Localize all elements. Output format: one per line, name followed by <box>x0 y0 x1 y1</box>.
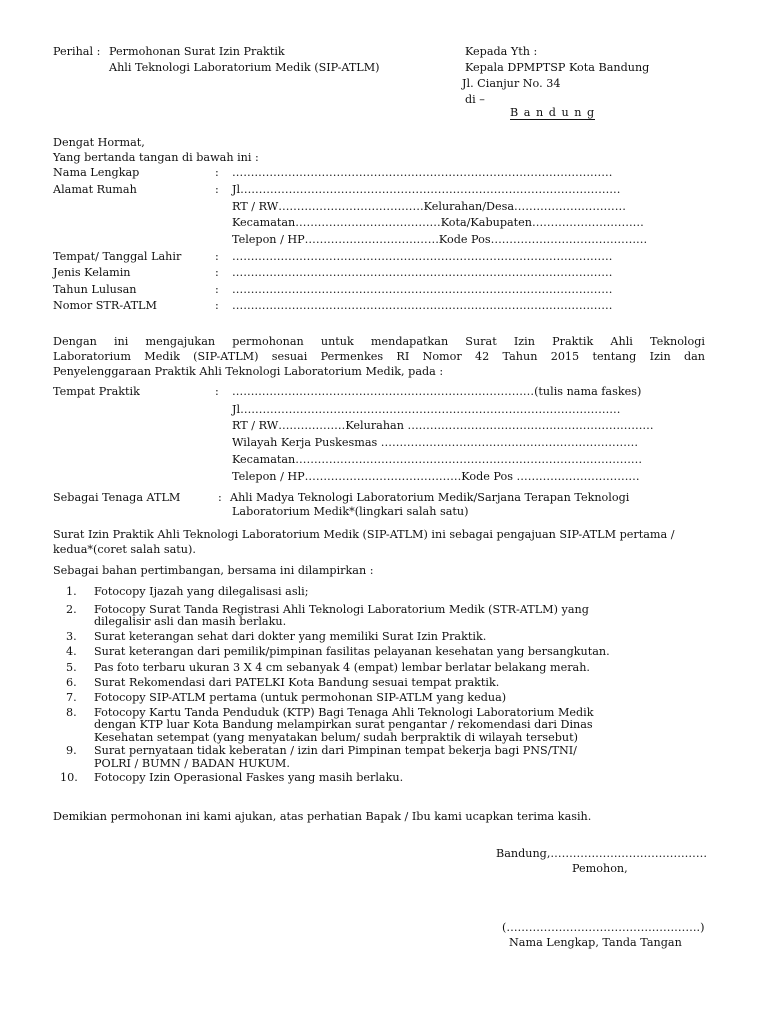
list-item-continuation: dengan KTP luar Kota Bandung melampirkan surat pengantar / rekomendasi dari Dinas <box>94 718 593 731</box>
lulus-colon: : <box>215 283 219 296</box>
place-date-field[interactable]: Bandung,…………………………………… <box>496 847 708 860</box>
closing-text: Demikian permohonan ini kami ajukan, atas perhatian Bapak / Ibu kami ucapkan terima kasih. <box>53 810 592 823</box>
list-item-number: 8. <box>66 706 77 719</box>
list-item: Surat Rekomendasi dari PATELKI Kota Bandung sesuai tempat praktik. <box>94 676 500 689</box>
request-line-3: Penyelenggaraan Praktik Ahli Teknologi Laboratorium Medik, pada : <box>53 365 444 378</box>
recipient-name: Kepala DPMPTSP Kota Bandung <box>465 61 650 74</box>
practice-line-4[interactable]: Wilayah Kerja Puskesmas …………………………………………………………… <box>232 436 639 449</box>
alamat-colon: : <box>215 183 219 196</box>
list-item-number: 7. <box>66 691 77 704</box>
jk-colon: : <box>215 266 219 279</box>
sip-statement-line-1: Surat Izin Praktik Ahli Teknologi Laboratorium Medik (SIP-ATLM) ini sebagai pengajuan SIP-ATLM pertama / <box>53 528 675 541</box>
di-label: di – <box>465 93 485 106</box>
role-line-1[interactable]: Ahli Madya Teknologi Laboratorium Medik/Sarjana Terapan Teknologi <box>230 491 630 504</box>
request-line-2: Laboratorium Medik (SIP-ATLM) sesuai Permenkes RI Nomor 42 Tahun 2015 tentang Izin dan <box>53 350 705 363</box>
signature-line[interactable]: (…………………………………………….) <box>502 921 705 934</box>
list-item-number: 2. <box>66 603 77 616</box>
role-colon: : <box>218 491 222 504</box>
greeting: Dengat Hormat, <box>53 136 145 149</box>
lulus-label: Tahun Lulusan <box>53 283 137 296</box>
ttl-field[interactable]: ………………………………………………………………………………………… <box>232 250 613 263</box>
alamat-line-4[interactable]: Telepon / HP………………………………Kode Pos…………………………………… <box>232 233 648 246</box>
list-item-continuation: Kesehatan setempat (yang menyatakan belum/ sudah berpraktik di wilayah tersebut) <box>94 731 578 744</box>
request-line-1: Dengan ini mengajukan permohonan untuk mendapatkan Surat Izin Praktik Ahli Teknologi <box>53 335 705 348</box>
practice-line-5[interactable]: Kecamatan………………………………………………………………………………… <box>232 453 643 466</box>
list-item: Surat keterangan sehat dari dokter yang memiliki Surat Izin Praktik. <box>94 630 487 643</box>
list-item-number: 5. <box>66 661 77 674</box>
list-item: Surat pernyataan tidak keberatan / izin dari Pimpinan tempat bekerja bagi PNS/TNI/ <box>94 744 577 757</box>
jk-label: Jenis Kelamin <box>53 266 131 279</box>
list-item: Fotocopy Izin Operasional Faskes yang masih berlaku. <box>94 771 404 784</box>
nama-label: Nama Lengkap <box>53 166 140 179</box>
list-item-number: 9. <box>66 744 77 757</box>
recipient-address: Jl. Cianjur No. 34 <box>462 77 561 90</box>
alamat-line-3[interactable]: Kecamatan…………………………………Kota/Kabupaten………………………… <box>232 216 644 229</box>
alamat-line-2[interactable]: RT / RW…………………………………Kelurahan/Desa………………………… <box>232 200 626 213</box>
list-item-number: 3. <box>66 630 77 643</box>
pemohon-label: Pemohon, <box>572 862 628 875</box>
list-item-continuation: POLRI / BUMN / BADAN HUKUM. <box>94 757 290 770</box>
list-item-number: 1. <box>66 585 77 598</box>
alamat-line-1[interactable]: Jl………………………………………………………………………………………… <box>232 183 621 196</box>
ttl-label: Tempat/ Tanggal Lahir <box>53 250 182 263</box>
list-item-number: 6. <box>66 676 77 689</box>
signature-caption: Nama Lengkap, Tanda Tangan <box>509 936 682 949</box>
attachments-intro: Sebagai bahan pertimbangan, bersama ini dilampirkan : <box>53 564 374 577</box>
list-item-continuation: dilegalisir asli dan masih berlaku. <box>94 615 287 628</box>
jk-field[interactable]: ………………………………………………………………………………………… <box>232 266 613 279</box>
list-item: Fotocopy Ijazah yang dilegalisasi asli; <box>94 585 309 598</box>
list-item-number: 4. <box>66 645 77 658</box>
practice-line-6[interactable]: Telepon / HP……………………………………Kode Pos …………………………… <box>232 470 640 483</box>
ttl-colon: : <box>215 250 219 263</box>
kepada-label: Kepada Yth : <box>465 45 538 58</box>
alamat-label: Alamat Rumah <box>53 183 137 196</box>
perihal-line-1: Permohonan Surat Izin Praktik <box>109 45 285 58</box>
role-label: Sebagai Tenaga ATLM <box>53 491 181 504</box>
lulus-field[interactable]: ………………………………………………………………………………………… <box>232 283 613 296</box>
list-item: Fotocopy Kartu Tanda Penduduk (KTP) Bagi Tenaga Ahli Teknologi Laboratorium Medik <box>94 706 594 719</box>
str-colon: : <box>215 299 219 312</box>
list-item: Pas foto terbaru ukuran 3 X 4 cm sebanyak 4 (empat) lembar berlatar belakang merah. <box>94 661 590 674</box>
practice-line-2[interactable]: Jl………………………………………………………………………………………… <box>232 403 621 416</box>
sip-statement-line-2: kedua*(coret salah satu). <box>53 543 196 556</box>
str-field[interactable]: ………………………………………………………………………………………… <box>232 299 613 312</box>
perihal-label: Perihal : <box>53 45 101 58</box>
list-item-number: 10. <box>60 771 78 784</box>
str-label: Nomor STR-ATLM <box>53 299 157 312</box>
intro-text: Yang bertanda tangan di bawah ini : <box>53 151 259 164</box>
city-name: B a n d u n g <box>510 106 596 119</box>
practice-line-1[interactable]: ………………………………………………………………………(tulis nama faskes) <box>232 385 642 398</box>
practice-line-3[interactable]: RT / RW………………Kelurahan ………………………………………………………… <box>232 419 654 432</box>
list-item: Fotocopy Surat Tanda Registrasi Ahli Teknologi Laboratorium Medik (STR-ATLM) yang <box>94 603 589 616</box>
practice-label: Tempat Praktik <box>53 385 140 398</box>
list-item: Surat keterangan dari pemilik/pimpinan fasilitas pelayanan kesehatan yang bersangkutan. <box>94 645 610 658</box>
nama-field[interactable]: ………………………………………………………………………………………… <box>232 166 613 179</box>
practice-colon: : <box>215 385 219 398</box>
nama-colon: : <box>215 166 219 179</box>
perihal-line-2: Ahli Teknologi Laboratorium Medik (SIP-ATLM) <box>109 61 380 74</box>
list-item: Fotocopy SIP-ATLM pertama (untuk permohonan SIP-ATLM yang kedua) <box>94 691 507 704</box>
role-line-2[interactable]: Laboratorium Medik*(lingkari salah satu) <box>232 505 469 518</box>
